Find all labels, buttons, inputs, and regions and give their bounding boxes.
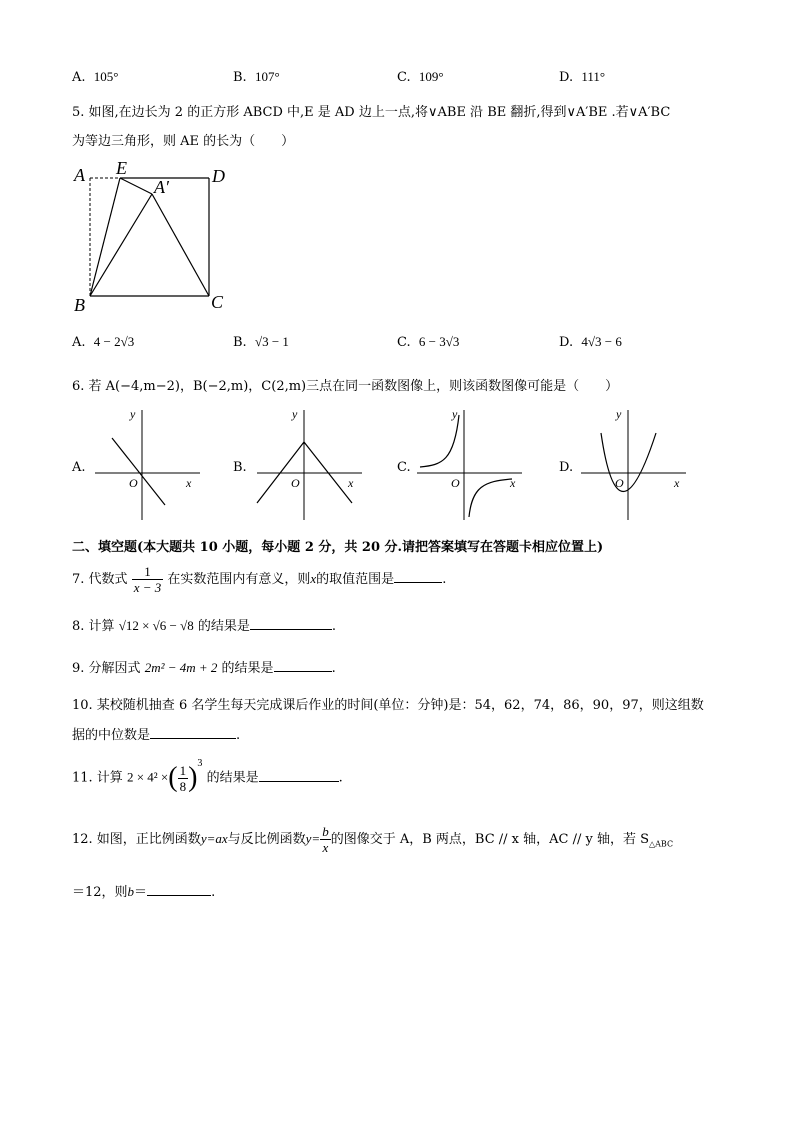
q12-inverse-function: y= [305,831,321,846]
y-axis-label: y [292,407,298,421]
q11-right-paren: ) [188,762,198,793]
q9-answer-blank[interactable] [274,659,332,672]
q9-text: 9. 分解因式 2m² − 4m + 2 的结果是 . [72,660,336,676]
x-axis-label: x [674,476,680,490]
q11-exponent: 3 [197,758,203,770]
q6-option-c: C. [397,460,411,475]
q5-option-d: D. 4√3 − 6 [559,334,622,350]
q5-line-ac [152,194,209,296]
q5-label-e: E [116,158,127,178]
q12-subscript: △ABC [649,839,674,849]
q5-label-aprime: A′ [154,177,169,197]
q10-text-line2: 据的中位数是 . [72,728,241,743]
q8-text: 8. 计算 √12 × √6 − √8 的结果是 . [72,618,337,634]
q6-option-d: D. [559,460,574,475]
q6-graph-c [412,405,527,520]
q6-graph-b [252,405,367,520]
q6-text: 6. 若 A(−4,m−2)，B(−2,m)，C(2,m)三点在同一函数图像上，则该函数图像可能是（ ） [72,379,619,394]
q7-var: x [310,571,317,586]
q5-text-line2: 为等边三角形，则 AE 的长为（ ） [72,134,295,149]
q4-option-a: A. 105° [72,69,119,85]
q5-label-d: D [212,166,225,186]
q6-graph-d [576,405,691,520]
origin-label: O [291,476,300,490]
q12-linear-function: y=ax [200,831,228,846]
q12-text-line2: ＝12，则b＝ . [72,884,216,900]
q11-answer-blank[interactable] [259,769,339,782]
q7-fraction: $\frac{1}{x - 3}$ [133,564,162,595]
q11-fraction: $\frac{1}{8}$ [179,762,187,794]
x-axis-label: x [510,476,516,490]
q12-fraction: $\frac{b}{x}$ [322,824,329,855]
function-branch-left [420,415,459,467]
y-axis-label: y [130,407,136,421]
q5-option-a: A. 4 − 2√3 [72,334,135,350]
q12-answer-blank[interactable] [147,883,211,896]
q6-option-a: A. [72,460,86,475]
q5-label-b: B [74,295,85,315]
q10-answer-blank[interactable] [150,726,236,739]
q9-expression: 2m² − 4m + 2 [144,660,218,675]
q5-label-a: A [74,165,85,185]
q7-prefix: 7. 代数式 [72,572,128,587]
q5-text-line1: 5. 如图,在边长为 2 的正方形 ABCD 中,E 是 AD 边上一点,将∨ABE 沿 BE 翻折,得到∨A′BE .若∨A′BC [72,105,671,120]
q10-text-line1: 10. 某校随机抽查 6 名学生每天完成课后作业的时间(单位：分钟)是：54，62，74，86，90，97，则这组数 [72,698,704,713]
origin-label: O [615,476,624,490]
q4-option-b: B. 107° [233,69,280,85]
q5-label-c: C [211,292,224,312]
q5-line-ba [90,194,152,296]
q5-option-b: B. √3 − 1 [233,334,289,350]
q8-expression: √12 × √6 − √8 [118,618,194,633]
q6-option-b: B. [233,460,247,475]
x-axis-label: x [348,476,354,490]
q5-square-figure [70,155,240,315]
x-axis-label: x [186,476,192,490]
q7-suffix: 在实数范围内有意义，则 [167,572,311,587]
q4-option-d: D. 111° [559,69,606,85]
q4-option-c: C. 109° [397,69,444,85]
q5-option-c: C. 6 − 3√3 [397,334,460,350]
q6-graph-a [90,405,205,520]
q11-expression: 2 × 4² × [126,769,169,785]
function-branch-right [469,479,512,517]
q12-text-line1: 12. 如图，正比例函数y=ax与反比例函数y= $\frac{b}{x}$ 的图像交于 A，B 两点，BC // x 轴，AC // y 轴，若 $S_{\triangle ABC}$ [72,824,674,855]
function-line [112,438,165,505]
q5-line-be [90,178,120,296]
q11-left-paren: ( [168,762,178,793]
origin-label: O [129,476,138,490]
q7-text: 7. 代数式 $\frac{1}{x - 3}$ 在实数范围内有意义，则x的取值范围是 . [72,564,447,595]
origin-label: O [451,476,460,490]
q11-text: 11. 计算 2 × 4² ×( $\frac{1}{8}$ )$^3$ 的结果是 . [72,758,343,794]
y-axis-label: y [616,407,622,421]
q5-line-ea [120,178,152,194]
q8-answer-blank[interactable] [250,617,332,630]
section-heading: 二、填空题(本大题共 10 小题，每小题 2 分，共 20 分.请把答案填写在答题卡相应位置上) [72,540,604,555]
y-axis-label: y [452,407,458,421]
q7-answer-blank[interactable] [394,570,442,583]
